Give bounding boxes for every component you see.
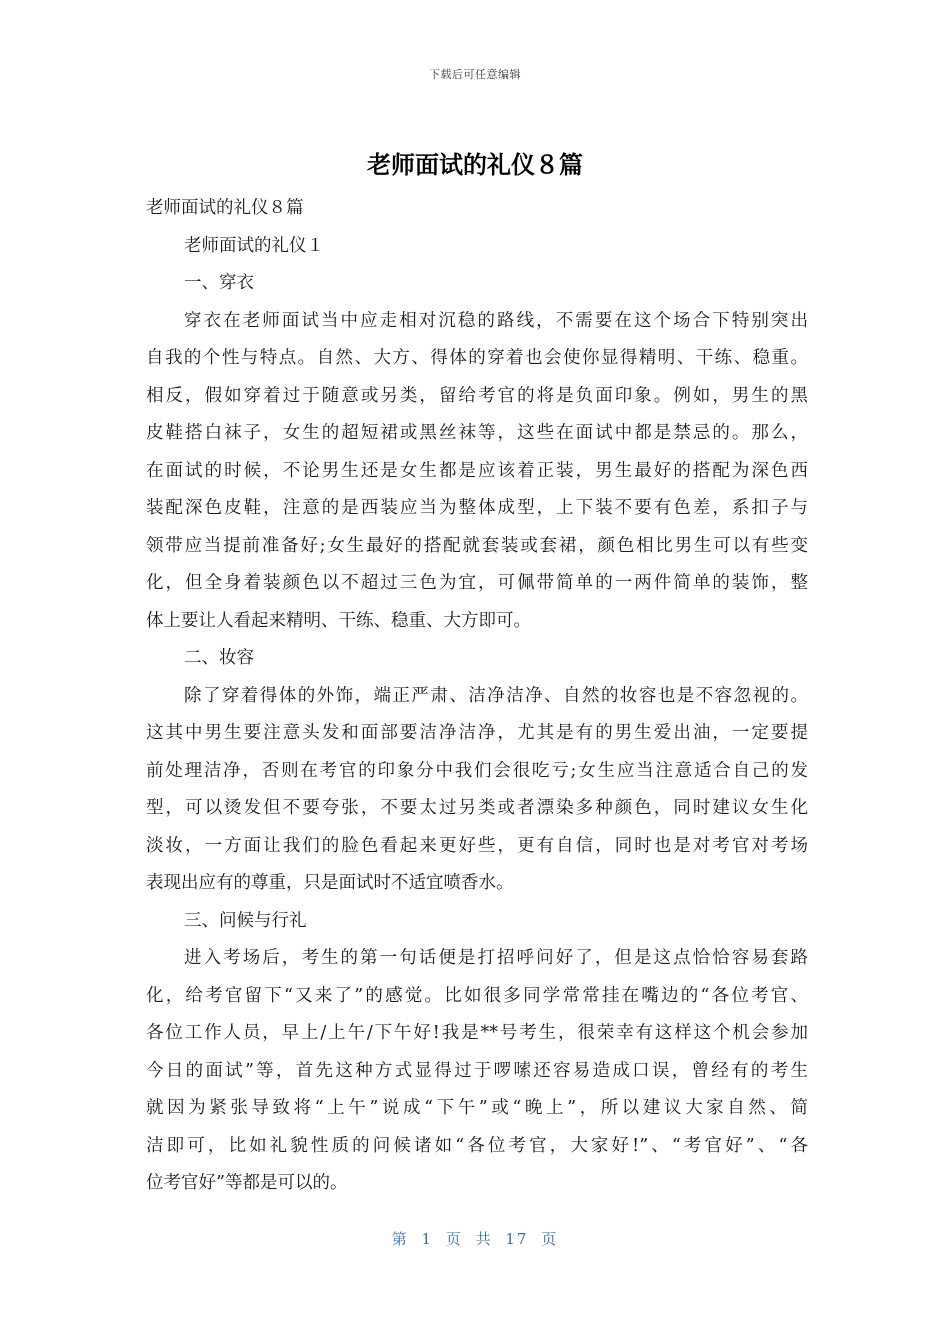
text-line: 化，但全身着装颜色以不超过三色为宜，可佩带简单的一两件简单的装饰，整 [146,573,808,593]
document-title: 老师面试的礼仪８篇 [367,151,583,179]
text-line: 今日的面试”等，首先这种方式显得过于啰嗦还容易造成口误，曾经有的考生 [146,1060,808,1081]
text-line: 老师面试的礼仪１ [184,235,324,256]
text-line: 自我的个性与特点。自然、大方、得体的穿着也会使你显得精明、干练、稳重。 [146,348,808,368]
text-line: 型，可以烫发但不要夸张，不要太过另类或者漂染多种颜色，同时建议女生化 [146,798,808,818]
text-line: 二、妆容 [184,648,254,668]
text-line: 就因为紧张导致将“上午”说成“下午”或“晚上”，所以建议大家自然、简 [146,1098,808,1118]
text-line: 皮鞋搭白袜子，女生的超短裙或黑丝袜等，这些在面试中都是禁忌的。那么， [146,423,808,443]
text-line: 领带应当提前准备好;女生最好的搭配就套装或套裙，颜色相比男生可以有些变 [146,535,808,556]
text-line: 相反，假如穿着过于随意或另类，留给考官的将是负面印象。例如，男生的黑 [146,385,808,406]
text-line: 除了穿着得体的外饰，端正严肃、洁净洁净、自然的妆容也是不容忽视的。 [184,685,808,706]
text-line: 装配深色皮鞋，注意的是西装应当为整体成型，上下装不要有色差，系扣子与 [146,498,808,518]
page-number-footer: 第 1 页 共 17 页 [391,1230,559,1248]
text-line: 前处理洁净，否则在考官的印象分中我们会很吃亏;女生应当注意适合自己的发 [146,760,808,781]
text-line: 洁即可，比如礼貌性质的问候诸如“各位考官，大家好!”、“考官好”、“各 [146,1135,808,1156]
page-header-note: 下载后可任意编辑 [429,68,521,81]
document-body [146,190,808,1203]
text-line: 淡妆，一方面让我们的脸色看起来更好些，更有自信，同时也是对考官对考场 [146,835,808,856]
text-line: 穿衣在老师面试当中应走相对沉稳的路线，不需要在这个场合下特别突出 [184,310,808,331]
text-line: 表现出应有的尊重，只是面试时不适宜喷香水。 [146,873,514,893]
text-line: 位考官好”等都是可以的。 [146,1173,348,1193]
text-line: 老师面试的礼仪８篇 [146,198,304,218]
text-line: 三、问候与行礼 [184,910,307,931]
text-line: 化，给考官留下“又来了”的感觉。比如很多同学常常挂在嘴边的“各位考官、 [146,985,808,1006]
text-line: 体上要让人看起来精明、干练、稳重、大方即可。 [146,610,531,631]
text-line: 这其中男生要注意头发和面部要洁净洁净，尤其是有的男生爱出油，一定要提 [146,723,808,743]
text-line: 在面试的时候，不论男生还是女生都是应该着正装，男生最好的搭配为深色西 [146,460,808,481]
text-line: 一、穿衣 [184,273,254,293]
text-line: 进入考场后，考生的第一句话便是打招呼问好了，但是这点恰恰容易套路 [184,948,808,968]
text-line: 各位工作人员，早上/上午/下午好!我是**号考生，很荣幸有这样这个机会参加 [146,1023,808,1043]
